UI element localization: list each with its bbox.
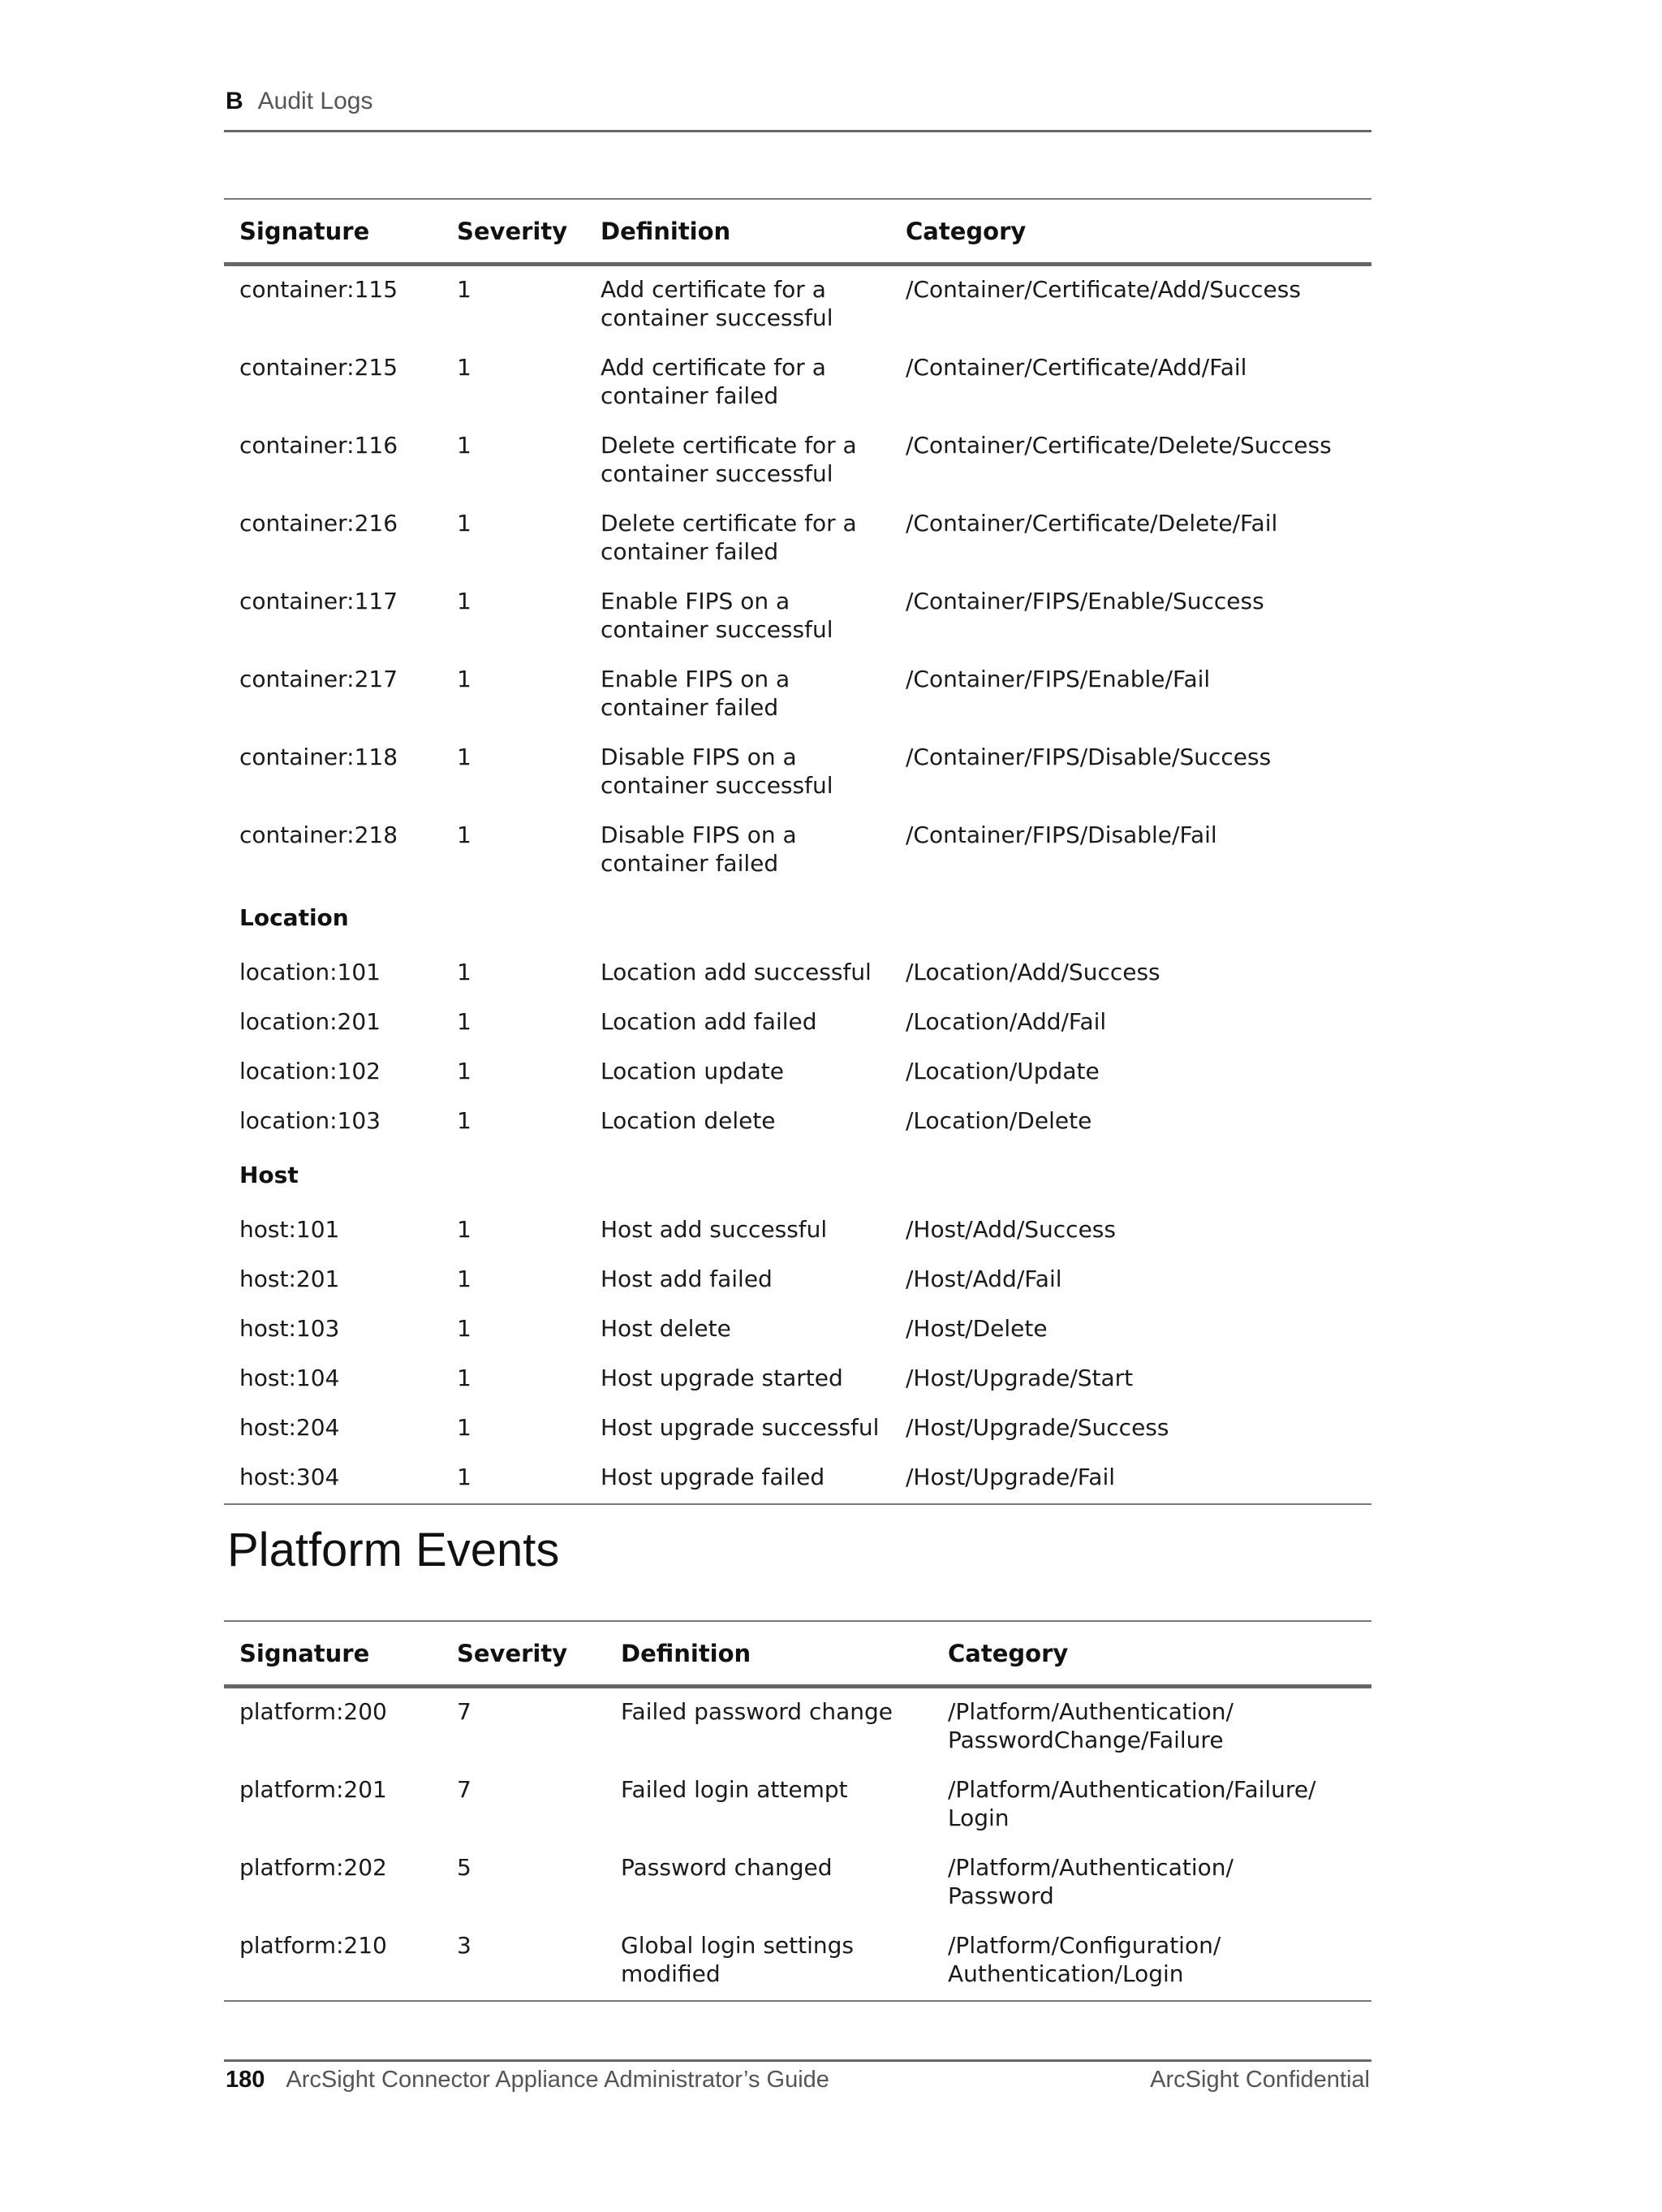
severity-cell: 1	[457, 510, 471, 537]
table-row	[224, 1687, 1371, 1767]
table-row	[224, 1097, 1371, 1147]
signature-cell: platform:210	[239, 1932, 387, 1959]
definition-cell: Host upgrade started	[601, 1365, 843, 1391]
column-header-severity: Severity	[457, 217, 568, 245]
definition-cell: Global login settings modified	[621, 1932, 854, 1987]
table-row	[224, 734, 1371, 812]
definition-cell: Location add failed	[601, 1008, 817, 1035]
table-row	[224, 1206, 1371, 1256]
platform-events-table	[224, 1620, 1371, 2002]
table-row	[224, 422, 1371, 500]
category-cell	[932, 1766, 1371, 1844]
category-cell: /Host/Delete	[906, 1315, 1048, 1342]
signature-cell: host:204	[239, 1414, 340, 1441]
signature-cell: container:215	[239, 354, 398, 381]
category-line: /Platform/Authentication/	[948, 1698, 1234, 1725]
signature-cell: container:216	[239, 510, 398, 537]
signature-cell: host:101	[239, 1216, 340, 1243]
severity-cell: 5	[457, 1854, 471, 1881]
table-row	[224, 812, 1371, 890]
category-cell: /Container/FIPS/Disable/Success	[906, 744, 1272, 770]
table-row	[224, 656, 1371, 734]
category-line: Password	[948, 1882, 1054, 1909]
category-line: /Platform/Configuration/	[948, 1932, 1221, 1959]
column-header-signature: Signature	[239, 1639, 370, 1667]
definition-cell: Enable FIPS on a container successful	[601, 588, 833, 643]
table-row	[224, 500, 1371, 578]
signature-cell: container:115	[239, 276, 398, 303]
severity-cell: 1	[457, 1266, 471, 1292]
category-cell: /Container/Certificate/Add/Success	[906, 276, 1301, 303]
signature-cell: location:102	[239, 1058, 381, 1084]
table-row	[224, 1355, 1371, 1404]
severity-cell: 1	[457, 959, 471, 985]
appendix-title: Audit Logs	[257, 88, 373, 114]
severity-cell: 1	[457, 821, 471, 848]
group-label-host: Host	[239, 1162, 299, 1188]
severity-cell: 1	[457, 432, 471, 459]
definition-cell: Add certificate for a container successful	[601, 276, 833, 331]
category-cell: /Host/Upgrade/Success	[906, 1414, 1169, 1441]
severity-cell: 1	[457, 1464, 471, 1490]
definition-cell: Enable FIPS on a container failed	[601, 666, 790, 721]
section-title: Platform Events	[227, 1524, 560, 1576]
severity-cell: 1	[457, 1315, 471, 1342]
signature-cell: platform:202	[239, 1854, 387, 1881]
category-cell: /Location/Add/Success	[906, 959, 1160, 985]
severity-cell: 7	[457, 1776, 471, 1803]
category-cell: /Host/Add/Fail	[906, 1266, 1062, 1292]
category-line: Login	[948, 1805, 1010, 1831]
definition-cell: Host add successful	[601, 1216, 828, 1243]
table-row	[224, 1922, 1371, 2001]
table-row	[224, 265, 1371, 345]
table-row	[224, 949, 1371, 998]
severity-cell: 1	[457, 276, 471, 303]
table-row	[224, 998, 1371, 1048]
definition-cell: Password changed	[621, 1854, 833, 1881]
column-header-definition: Definition	[621, 1639, 751, 1667]
definition-cell: Host upgrade failed	[601, 1464, 825, 1490]
category-cell: /Location/Delete	[906, 1107, 1092, 1134]
signature-cell: host:103	[239, 1315, 340, 1342]
signature-cell: container:217	[239, 666, 398, 692]
category-cell	[932, 1687, 1371, 1767]
category-cell: /Container/FIPS/Disable/Fail	[906, 821, 1217, 848]
category-cell: /Host/Upgrade/Fail	[906, 1464, 1116, 1490]
definition-cell: Disable FIPS on a container failed	[601, 821, 797, 877]
severity-cell: 1	[457, 1365, 471, 1391]
group-row-host	[224, 1147, 1371, 1206]
signature-cell: container:118	[239, 744, 398, 770]
signature-cell: location:103	[239, 1107, 381, 1134]
signature-cell: host:304	[239, 1464, 340, 1490]
signature-cell: host:104	[239, 1365, 340, 1391]
severity-cell: 1	[457, 1216, 471, 1243]
category-line: Authentication/Login	[948, 1960, 1184, 1987]
document-title: ArcSight Connector Appliance Administrator’s Guide	[286, 2067, 829, 2093]
column-header-category: Category	[948, 1639, 1069, 1667]
category-cell	[932, 1922, 1371, 2001]
definition-cell: Location add successful	[601, 959, 872, 985]
severity-cell: 1	[457, 1008, 471, 1035]
category-cell: /Container/Certificate/Delete/Fail	[906, 510, 1278, 537]
signature-cell: container:218	[239, 821, 398, 848]
table-row	[224, 1048, 1371, 1097]
definition-cell: Disable FIPS on a container successful	[601, 744, 833, 799]
category-cell: /Host/Upgrade/Start	[906, 1365, 1134, 1391]
running-head	[226, 88, 1370, 115]
appendix-letter: B	[226, 88, 243, 114]
category-line: /Platform/Authentication/Failure/	[948, 1776, 1316, 1803]
footer-rule	[224, 2059, 1371, 2062]
definition-cell: Delete certificate for a container successful	[601, 432, 857, 487]
category-cell: /Container/FIPS/Enable/Fail	[906, 666, 1211, 692]
column-header-signature: Signature	[239, 217, 370, 245]
signature-cell: location:101	[239, 959, 381, 985]
table-row	[224, 578, 1371, 656]
page-number: 180	[226, 2067, 265, 2093]
table-row	[224, 1305, 1371, 1355]
severity-cell: 1	[457, 354, 471, 381]
definition-cell: Failed login attempt	[621, 1776, 848, 1803]
signature-cell: container:116	[239, 432, 398, 459]
column-header-category: Category	[906, 217, 1027, 245]
category-cell: /Host/Add/Success	[906, 1216, 1116, 1243]
category-line: PasswordChange/Failure	[948, 1727, 1224, 1753]
category-cell	[932, 1844, 1371, 1922]
category-cell: /Container/Certificate/Delete/Success	[906, 432, 1332, 459]
severity-cell: 1	[457, 744, 471, 770]
severity-cell: 3	[457, 1932, 471, 1959]
table-header-row	[224, 199, 1371, 265]
signature-cell: container:117	[239, 588, 398, 614]
table-row	[224, 1844, 1371, 1922]
table-row	[224, 344, 1371, 422]
group-row-location	[224, 890, 1371, 949]
table-row	[224, 1256, 1371, 1305]
category-cell: /Container/Certificate/Add/Fail	[906, 354, 1247, 381]
table-row	[224, 1404, 1371, 1454]
severity-cell: 7	[457, 1698, 471, 1725]
severity-cell: 1	[457, 1107, 471, 1134]
definition-cell: Add certificate for a container failed	[601, 354, 826, 409]
severity-cell: 1	[457, 666, 471, 692]
signature-cell: platform:201	[239, 1776, 387, 1803]
signature-cell: platform:200	[239, 1698, 387, 1725]
definition-cell: Host upgrade successful	[601, 1414, 880, 1441]
severity-cell: 1	[457, 1058, 471, 1084]
category-line: /Platform/Authentication/	[948, 1854, 1234, 1881]
table-header-row	[224, 1621, 1371, 1687]
column-header-severity: Severity	[457, 1639, 568, 1667]
category-cell: /Location/Add/Fail	[906, 1008, 1107, 1035]
signature-cell: location:201	[239, 1008, 381, 1035]
page-footer	[226, 2067, 1370, 2093]
definition-cell: Location delete	[601, 1107, 776, 1134]
definition-cell: Location update	[601, 1058, 784, 1084]
definition-cell: Delete certificate for a container failed	[601, 510, 857, 565]
confidential-label: ArcSight Confidential	[1150, 2067, 1370, 2093]
definition-cell: Host delete	[601, 1315, 731, 1342]
severity-cell: 1	[457, 1414, 471, 1441]
category-cell: /Container/FIPS/Enable/Success	[906, 588, 1264, 614]
table-row	[224, 1454, 1371, 1504]
column-header-definition: Definition	[601, 217, 731, 245]
severity-cell: 1	[457, 588, 471, 614]
category-cell: /Location/Update	[906, 1058, 1100, 1084]
table-row	[224, 1766, 1371, 1844]
group-label-location: Location	[239, 904, 349, 931]
definition-cell: Failed password change	[621, 1698, 893, 1725]
audit-events-table	[224, 198, 1371, 1505]
definition-cell: Host add failed	[601, 1266, 773, 1292]
signature-cell: host:201	[239, 1266, 340, 1292]
header-rule	[224, 130, 1371, 132]
